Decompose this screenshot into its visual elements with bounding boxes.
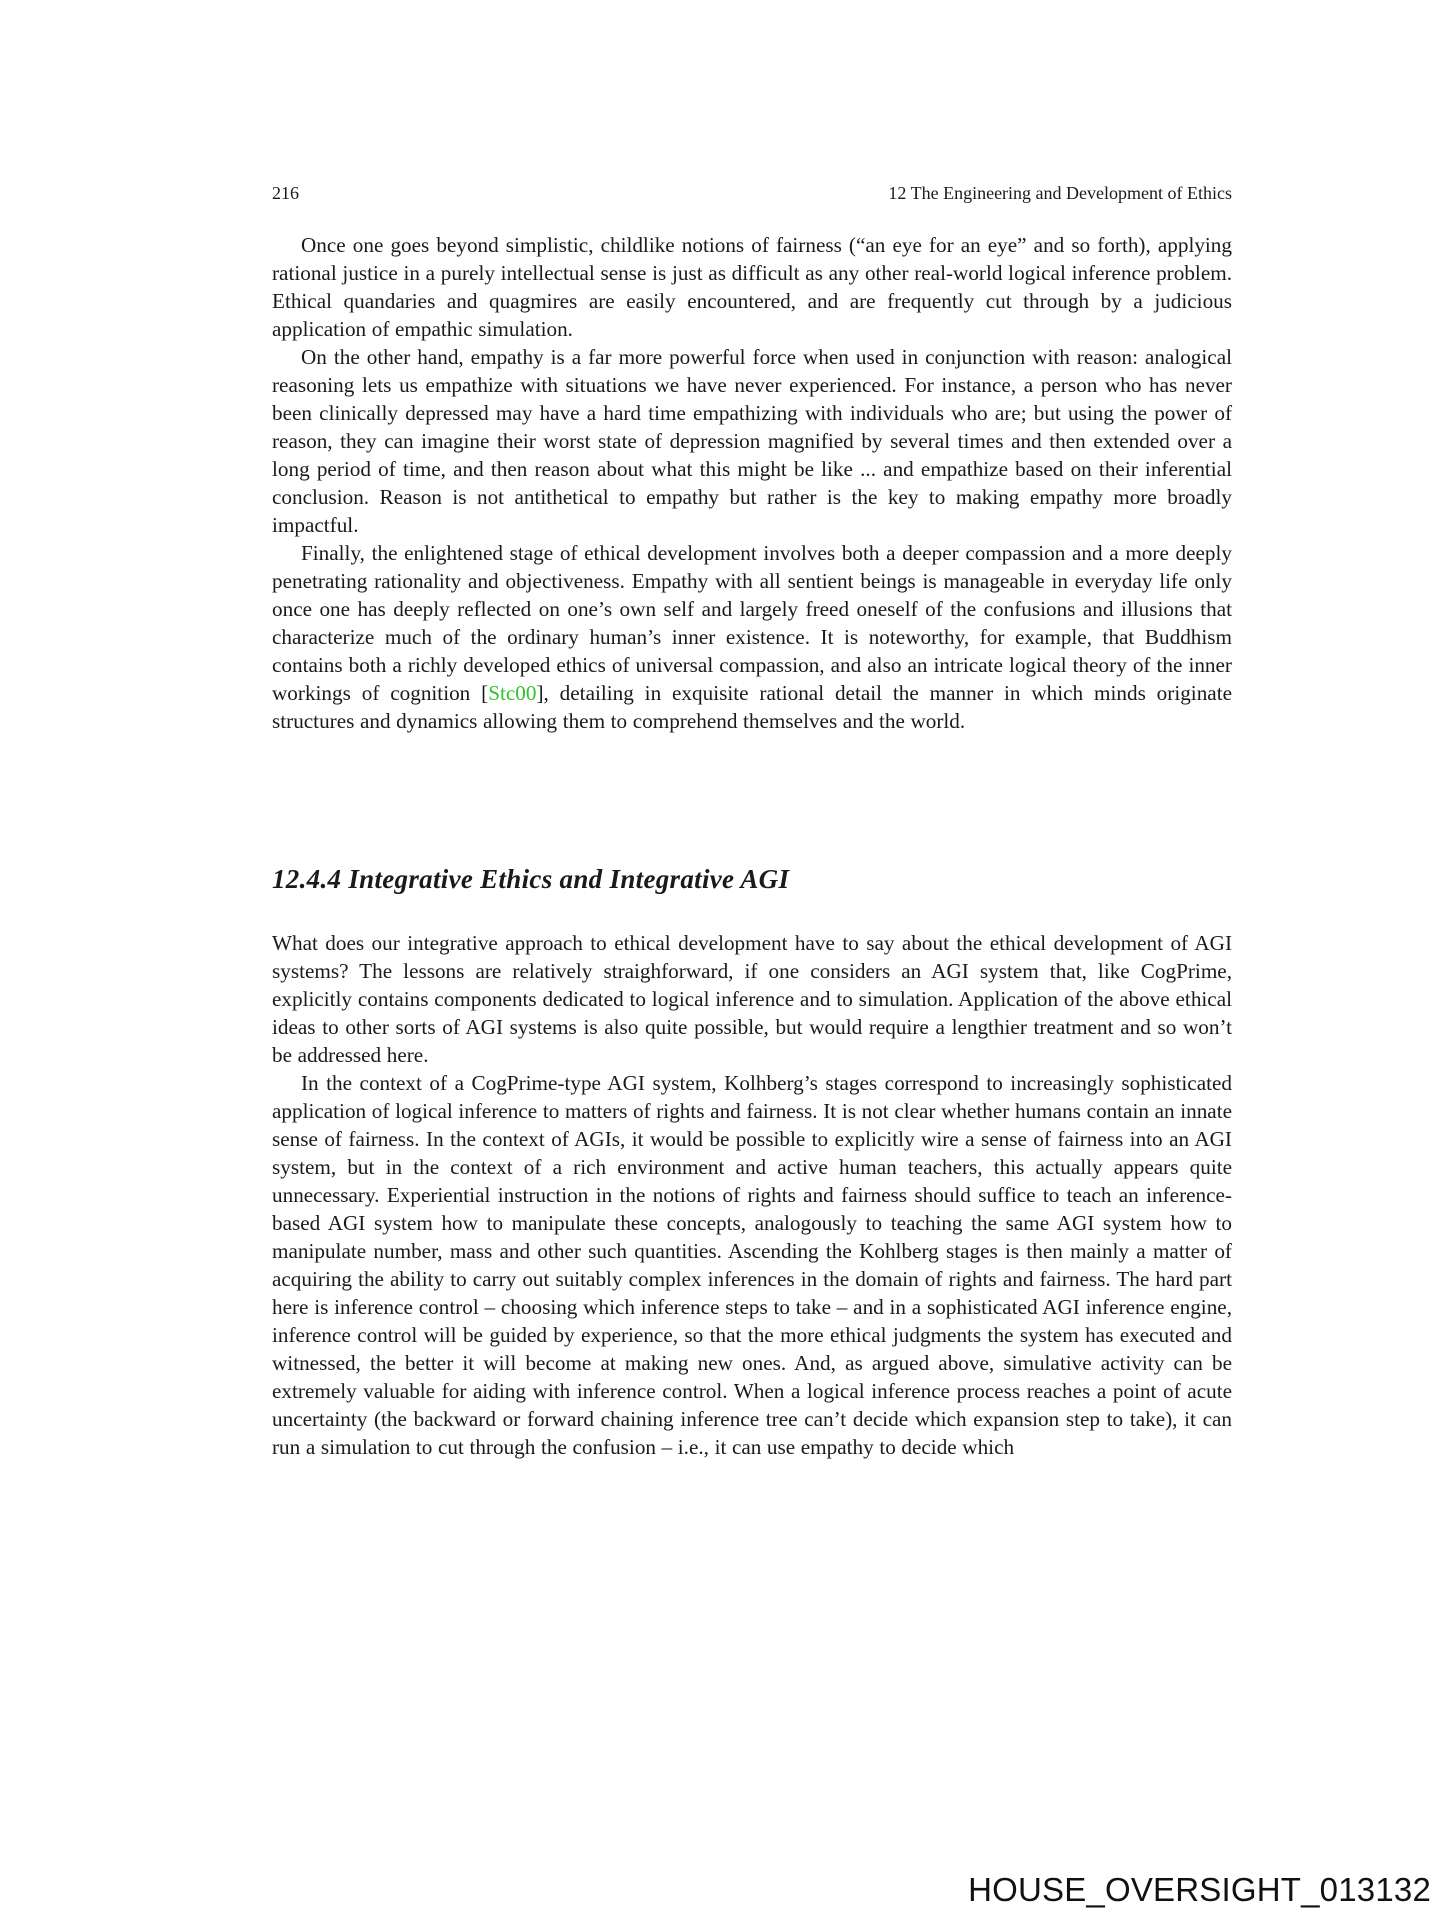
paragraph-enlightened-stage bbox=[272, 539, 1232, 735]
paragraph-empathy-reason: On the other hand, empathy is a far more powerful force when used in conjunction with reason: analogical reasoning lets us empathize with situations we have never experienced. For instance, a person who has never been clinically depressed may have a hard time empathizing with individuals who are; but using the power of reason, they can imagine their worst state of depression magnified by several times and then extended over a long period of time, and then reason about what this might be like ... and empathize based on their inferential conclusion. Reason is not antithetical to empathy but rather is the key to making empathy more broadly impactful. bbox=[272, 345, 1232, 537]
body-text-block-1 bbox=[272, 231, 1232, 735]
bates-number: HOUSE_OVERSIGHT_013132 bbox=[968, 1871, 1431, 1908]
page-number: 216 bbox=[272, 183, 299, 203]
paragraph-fairness: Once one goes beyond simplistic, childlike notions of fairness (“an eye for an eye” and so forth), applying rational justice in a purely intellectual sense is just as difficult as any other real-world logical inference problem. Ethical quandaries and quagmires are easily encountered, and are frequently cut through by a judicious application of empathic simulation. bbox=[272, 233, 1232, 341]
section-heading: 12.4.4 Integrative Ethics and Integrative AGI bbox=[272, 864, 790, 894]
chapter-title: 12 The Engineering and Development of Ethics bbox=[888, 183, 1232, 203]
paragraph-text-after-citation: ], detailing in exquisite rational detail the manner in which minds originate structures and dynamics allowing them to comprehend themselves and the world. bbox=[272, 681, 1232, 733]
paragraph-integrative-approach: What does our integrative approach to ethical development have to say about the ethical development of AGI systems? The lessons are relatively straighforward, if one considers an AGI system that, like CogPrime, explicitly contains components dedicated to logical inference and to simulation. Application of the above ethical ideas to other sorts of AGI systems is also quite possible, but would require a lengthier treatment and so won’t be addressed here. bbox=[272, 931, 1232, 1067]
running-head bbox=[272, 181, 1232, 205]
citation-link-stc00[interactable]: Stc00 bbox=[488, 681, 537, 705]
paragraph-cogprime-kohlberg: In the context of a CogPrime-type AGI system, Kolhberg’s stages correspond to increasingly sophisticated application of logical inference to matters of rights and fairness. It is not clear whether humans contain an innate sense of fairness. In the context of AGIs, it would be possible to explicitly wire a sense of fairness into an AGI system, but in the context of a rich environment and active human teachers, this actually appears quite unnecessary. Experiential instruction in the notions of rights and fairness should suffice to teach an inference-based AGI system how to manipulate these concepts, analogously to teaching the same AGI system how to manipulate number, mass and other such quantities. Ascending the Kohlberg stages is then mainly a matter of acquiring the ability to carry out suitably complex inferences in the domain of rights and fairness. The hard part here is inference control – choosing which inference steps to take – and in a sophisticated AGI inference engine, inference control will be guided by experience, so that the more ethical judgments the system has executed and witnessed, the better it will become at making new ones. And, as argued above, simulative activity can be extremely valuable for aiding with inference control. When a logical inference process reaches a point of acute uncertainty (the backward or forward chaining inference tree can’t decide which expansion step to take), it can run a simulation to cut through the confusion – i.e., it can use empathy to decide which bbox=[272, 1071, 1232, 1459]
paragraph-text-before-citation: Finally, the enlightened stage of ethical development involves both a deeper compassion and a more deeply penetrating rationality and objectiveness. Empathy with all sentient beings is manageable in everyday life only once one has deeply reflected on one’s own self and largely freed oneself of the confusions and illusions that characterize much of the ordinary human’s inner existence. It is noteworthy, for example, that Buddhism contains both a richly developed ethics of universal compassion, and also an intricate logical theory of the inner workings of cognition [ bbox=[272, 541, 1232, 705]
body-text-block-2 bbox=[272, 929, 1232, 1461]
